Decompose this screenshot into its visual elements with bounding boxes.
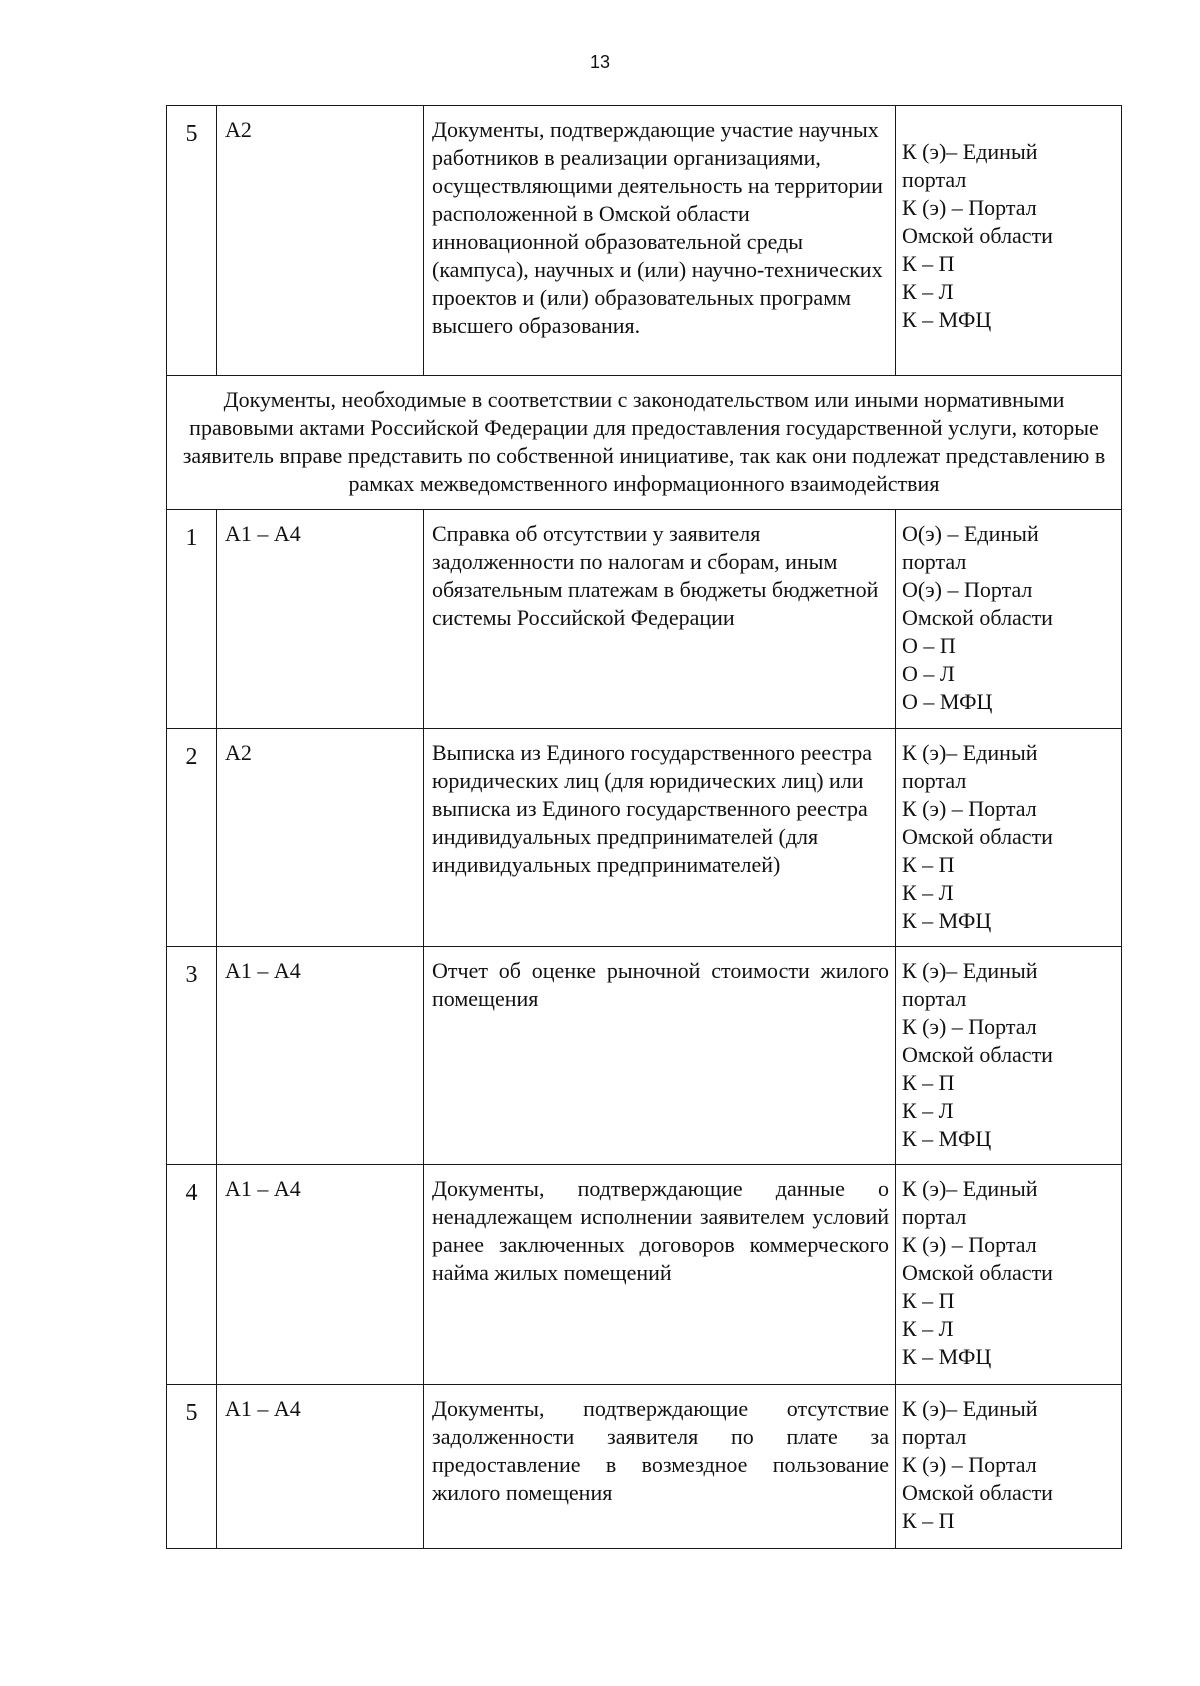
submission-method: К (э) – Портал	[902, 1232, 1037, 1257]
submission-method: О(э) – Портал	[902, 577, 1033, 602]
submission-method: К (э) – Портал	[902, 1014, 1037, 1039]
submission-method: К – МФЦ	[902, 1126, 992, 1151]
submission-method: К (э)– Единый	[902, 1176, 1038, 1201]
submission-method: Омской области	[902, 605, 1053, 630]
submission-method: Омской области	[902, 1480, 1053, 1505]
submission-method: К (э)– Единый	[902, 740, 1038, 765]
submission-method: К (э) – Портал	[902, 796, 1037, 821]
row-number: 4	[167, 1165, 217, 1385]
section-heading: Документы, необходимые в соответствии с законодательством или иными нормативными правовыми актами Российской Федерации для предоставления государственной услуги, которые заявитель вправе представить по собственной инициативе, так как они подлежат представлению в рамках межведомственного информационного взаимодействия	[167, 376, 1122, 510]
submission-method: К (э)– Единый	[902, 1396, 1038, 1421]
submission-method: К (э)– Единый	[902, 139, 1038, 164]
documents-table	[166, 105, 1122, 1549]
submission-method: О – П	[902, 633, 956, 658]
document-description: Документы, подтверждающие участие научных работников в реализации организациями, осуществляющими деятельность на территории расположенной в Омской области инновационной образовательной среды (кампуса), научных и (или) научно-технических проектов и (или) образовательных программ высшего образования.	[424, 106, 896, 376]
submission-method: О – Л	[902, 661, 955, 686]
submission-methods	[896, 106, 1122, 376]
row-number: 3	[167, 947, 217, 1165]
row-number: 5	[167, 106, 217, 376]
submission-method: К – Л	[902, 1316, 954, 1341]
submission-method: Омской области	[902, 1042, 1053, 1067]
document-description: Отчет об оценке рыночной стоимости жилого помещения	[424, 947, 896, 1165]
applicant-categories: А1 – А4	[217, 1165, 424, 1385]
submission-method: портал	[902, 1204, 967, 1229]
submission-method: К – Л	[902, 1098, 954, 1123]
submission-method: К (э) – Портал	[902, 195, 1037, 220]
submission-method: Омской области	[902, 824, 1053, 849]
submission-method: К – Л	[902, 279, 954, 304]
submission-method: Омской области	[902, 1260, 1053, 1285]
submission-method: портал	[902, 986, 967, 1011]
submission-method: К – П	[902, 251, 955, 276]
submission-method: К (э) – Портал	[902, 1452, 1037, 1477]
table-row	[167, 1385, 1122, 1549]
submission-method: О – МФЦ	[902, 689, 993, 714]
submission-method: К – МФЦ	[902, 908, 992, 933]
page-number: 13	[589, 52, 611, 72]
submission-method: К – П	[902, 852, 955, 877]
submission-method: К (э)– Единый	[902, 958, 1038, 983]
submission-methods	[896, 947, 1122, 1165]
submission-methods	[896, 1385, 1122, 1549]
section-heading-row	[167, 376, 1122, 510]
submission-method: К – П	[902, 1070, 955, 1095]
submission-method: О(э) – Единый	[902, 521, 1039, 546]
table-row	[167, 729, 1122, 947]
submission-methods	[896, 510, 1122, 729]
submission-method: портал	[902, 768, 967, 793]
submission-method: Омской области	[902, 223, 1053, 248]
row-number: 1	[167, 510, 217, 729]
document-description: Документы, подтверждающие отсутствие задолженности заявителя по плате за предоставление в возмездное пользование жилого помещения	[424, 1385, 896, 1549]
table-row	[167, 510, 1122, 729]
applicant-categories: А1 – А4	[217, 510, 424, 729]
submission-method: К – П	[902, 1288, 955, 1313]
table-row	[167, 947, 1122, 1165]
document-description: Справка об отсутствии у заявителя задолженности по налогам и сборам, иным обязательным платежам в бюджеты бюджетной системы Российской Федерации	[424, 510, 896, 729]
submission-method: К – МФЦ	[902, 1344, 992, 1369]
document-description: Документы, подтверждающие данные о ненадлежащем исполнении заявителем условий ранее заключенных договоров коммерческого найма жилых помещений	[424, 1165, 896, 1385]
submission-method: К – Л	[902, 880, 954, 905]
submission-method: портал	[902, 167, 967, 192]
applicant-categories: А1 – А4	[217, 1385, 424, 1549]
submission-method: К – П	[902, 1508, 955, 1533]
applicant-categories: А1 – А4	[217, 947, 424, 1165]
submission-methods	[896, 729, 1122, 947]
submission-method: портал	[902, 549, 967, 574]
document-description: Выписка из Единого государственного реестра юридических лиц (для юридических лиц) или выписка из Единого государственного реестра индивидуальных предпринимателей (для индивидуальных предпринимателей)	[424, 729, 896, 947]
applicant-categories: А2	[217, 729, 424, 947]
submission-method: К – МФЦ	[902, 307, 992, 332]
submission-methods	[896, 1165, 1122, 1385]
table-row	[167, 106, 1122, 376]
submission-method: портал	[902, 1424, 967, 1449]
row-number: 5	[167, 1385, 217, 1549]
row-number: 2	[167, 729, 217, 947]
applicant-categories: А2	[217, 106, 424, 376]
table-row	[167, 1165, 1122, 1385]
